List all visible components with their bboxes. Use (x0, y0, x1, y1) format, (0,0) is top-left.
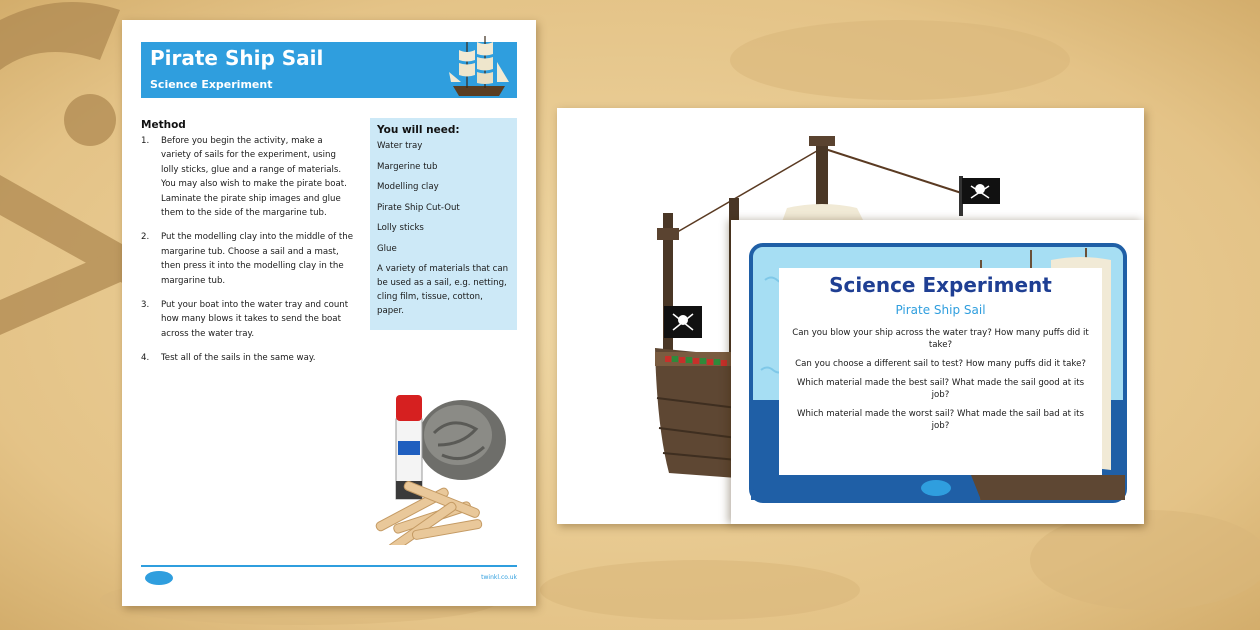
material-item: Lolly sticks (377, 223, 424, 233)
material-item: Modelling clay (377, 182, 439, 192)
material-item: Water tray (377, 141, 423, 151)
ship-illustration-icon (443, 32, 515, 104)
lolly-sticks-icon (375, 480, 483, 545)
materials-illustration (372, 385, 512, 545)
worksheet-subtitle: Science Experiment (150, 78, 273, 91)
question-item: Which material made the best sail? What made the sail good at its job? (796, 378, 1085, 400)
worksheet-page (122, 20, 536, 606)
questions-list (789, 327, 1092, 439)
method-step: 2. Put the modelling clay into the middle of the margarine tub. Choose a sail and a mast, then press it into the modelling clay in the margarine tub. (141, 232, 353, 286)
material-item: Pirate Ship Cut-Out (377, 202, 460, 213)
slide-title: Science Experiment (829, 273, 1052, 297)
you-will-need-panel (370, 118, 517, 330)
method-steps-list (141, 134, 353, 376)
clay-icon (418, 400, 506, 480)
twinkl-logo-icon (144, 570, 174, 586)
question-item: Which material made the worst sail? What made the sail bad at its job? (796, 409, 1084, 431)
material-item: Glue (377, 243, 397, 254)
footer-url: twinkl.co.uk (481, 574, 517, 581)
material-item: Margerine tub (377, 161, 438, 172)
method-step: 4. Test all of the sails in the same way. (141, 353, 316, 364)
question-item: Can you blow your ship across the water tray? How many puffs did it take? (792, 328, 1089, 350)
question-card (779, 268, 1102, 475)
question-item: Can you choose a different sail to test? How many puffs did it take? (795, 359, 1086, 369)
footer-divider (141, 565, 517, 567)
slide-subtitle: Pirate Ship Sail (895, 303, 986, 317)
you-will-need-heading: You will need: (377, 124, 460, 136)
materials-list (377, 139, 510, 318)
method-step: 3. Put your boat into the water tray and count how many blows it takes to send the boat across the water tray. (141, 300, 349, 339)
worksheet-header-banner (141, 42, 517, 98)
twinkl-logo-icon (919, 479, 953, 497)
worksheet-title: Pirate Ship Sail (150, 46, 324, 70)
slide-science-experiment (731, 220, 1144, 524)
method-heading: Method (141, 119, 186, 131)
material-item: A variety of materials that can be used as a sail, e.g. netting, cling film, tissue, cotton, paper. (377, 264, 509, 316)
method-step: 1. Before you begin the activity, make a variety of sails for the experiment, using lolly sticks, glue and a range of materials. You may also wish to make the pirate boat. Laminate the pirate ship images and glue them to the side of the margarine tub. (141, 136, 347, 219)
